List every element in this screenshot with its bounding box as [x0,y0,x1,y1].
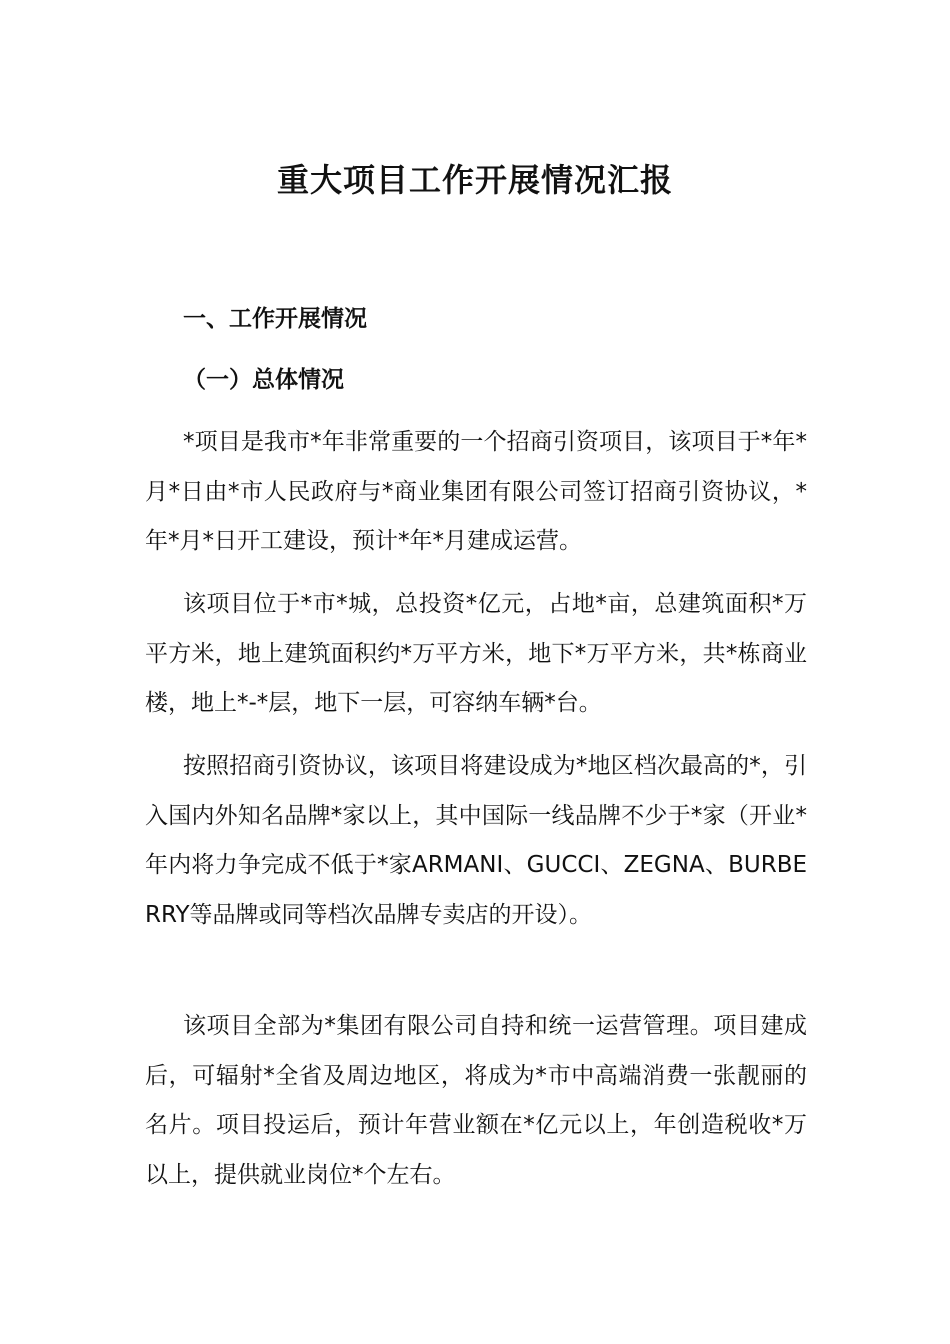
section-heading: 一、工作开展情况 [183,306,367,332]
paragraph-4: 该项目全部为*集团有限公司自持和统一运营管理。项目建成后，可辐射*全省及周边地区，将成为*市中高端消费一张靓丽的名片。项目投运后，预计年营业额在*亿元以上，年创造税收*万以上，提供就业岗位*个左右。 [145,1013,807,1188]
document-title: 重大项目工作开展情况汇报 [276,161,673,199]
paragraph-1: *项目是我市*年非常重要的一个招商引资项目，该项目于*年*月*日由*市人民政府与*商业集团有限公司签订招商引资协议，*年*月*日开工建设，预计*年*月建成运营。 [145,429,807,554]
subsection-heading: （一）总体情况 [183,367,344,393]
paragraph-2: 该项目位于*市*城，总投资*亿元，占地*亩，总建筑面积*万平方米，地上建筑面积约*万平方米，地下*万平方米，共*栋商业楼，地上*-*层，地下一层，可容纳车辆*台。 [145,591,807,716]
paragraph-3: 按照招商引资协议，该项目将建设成为*地区档次最高的*，引入国内外知名品牌*家以上，其中国际一线品牌不少于*家（开业*年内将力争完成不低于*家ARMANI、GUCCI、ZEGNA、BURBERRY等品牌或同等档次品牌专卖店的开设）。 [145,753,807,928]
